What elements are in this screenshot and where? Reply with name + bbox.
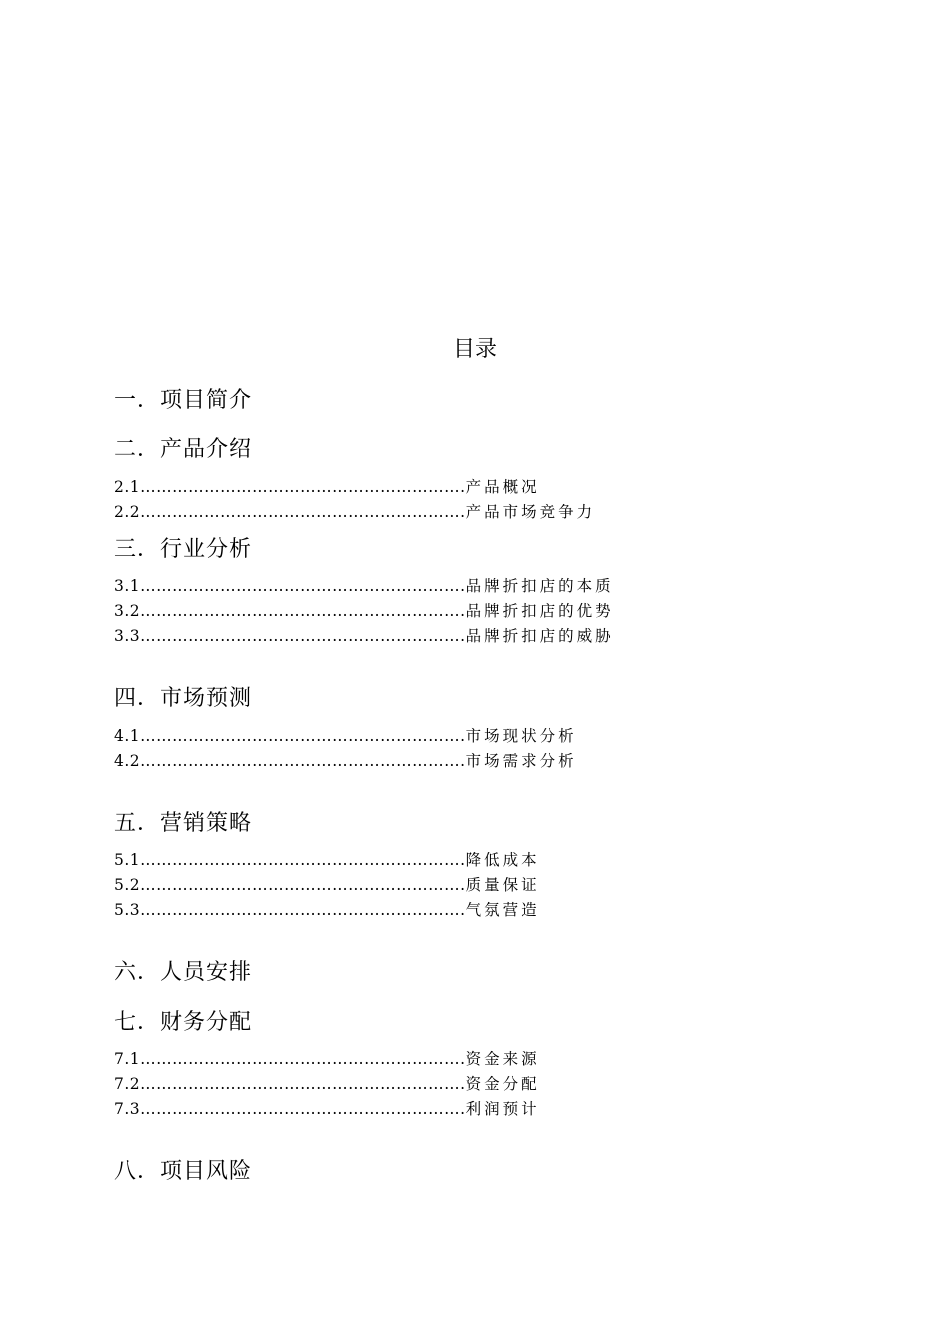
toc-entry-3-2[interactable]: 3.2…………………………………………………….品牌折扣店的优势	[114, 602, 614, 620]
toc-entry-3-3[interactable]: 3.3…………………………………………………….品牌折扣店的威胁	[114, 627, 614, 645]
toc-entry-7-1[interactable]: 7.1…………………………………………………….资金来源	[114, 1050, 540, 1068]
toc-entry-4-1[interactable]: 4.1…………………………………………………….市场现状分析	[114, 727, 577, 745]
toc-entry-2-1[interactable]: 2.1…………………………………………………….产品概况	[114, 478, 540, 496]
toc-heading-project-risk[interactable]: 八．项目风险	[114, 1159, 253, 1184]
toc-heading-staffing[interactable]: 六．人员安排	[114, 960, 253, 985]
toc-entry-5-1[interactable]: 5.1…………………………………………………….降低成本	[114, 851, 540, 869]
toc-entry-2-2[interactable]: 2.2…………………………………………………….产品市场竞争力	[114, 503, 596, 521]
toc-heading-finance[interactable]: 七．财务分配	[114, 1010, 253, 1035]
toc-heading-product-intro[interactable]: 二．产品介绍	[114, 437, 253, 462]
toc-title: 目录	[452, 337, 497, 362]
toc-entry-5-2[interactable]: 5.2…………………………………………………….质量保证	[114, 876, 540, 894]
toc-entry-5-3[interactable]: 5.3…………………………………………………….气氛营造	[114, 901, 540, 919]
toc-heading-project-intro[interactable]: 一．项目简介	[114, 388, 253, 413]
toc-entry-7-2[interactable]: 7.2…………………………………………………….资金分配	[114, 1075, 540, 1093]
toc-heading-industry-analysis[interactable]: 三．行业分析	[114, 537, 253, 562]
toc-heading-market-forecast[interactable]: 四．市场预测	[114, 686, 253, 711]
toc-entry-7-3[interactable]: 7.3…………………………………………………….利润预计	[114, 1100, 540, 1118]
toc-heading-marketing-strategy[interactable]: 五．营销策略	[114, 811, 253, 836]
toc-entry-3-1[interactable]: 3.1…………………………………………………….品牌折扣店的本质	[114, 577, 614, 595]
toc-entry-4-2[interactable]: 4.2…………………………………………………….市场需求分析	[114, 752, 577, 770]
